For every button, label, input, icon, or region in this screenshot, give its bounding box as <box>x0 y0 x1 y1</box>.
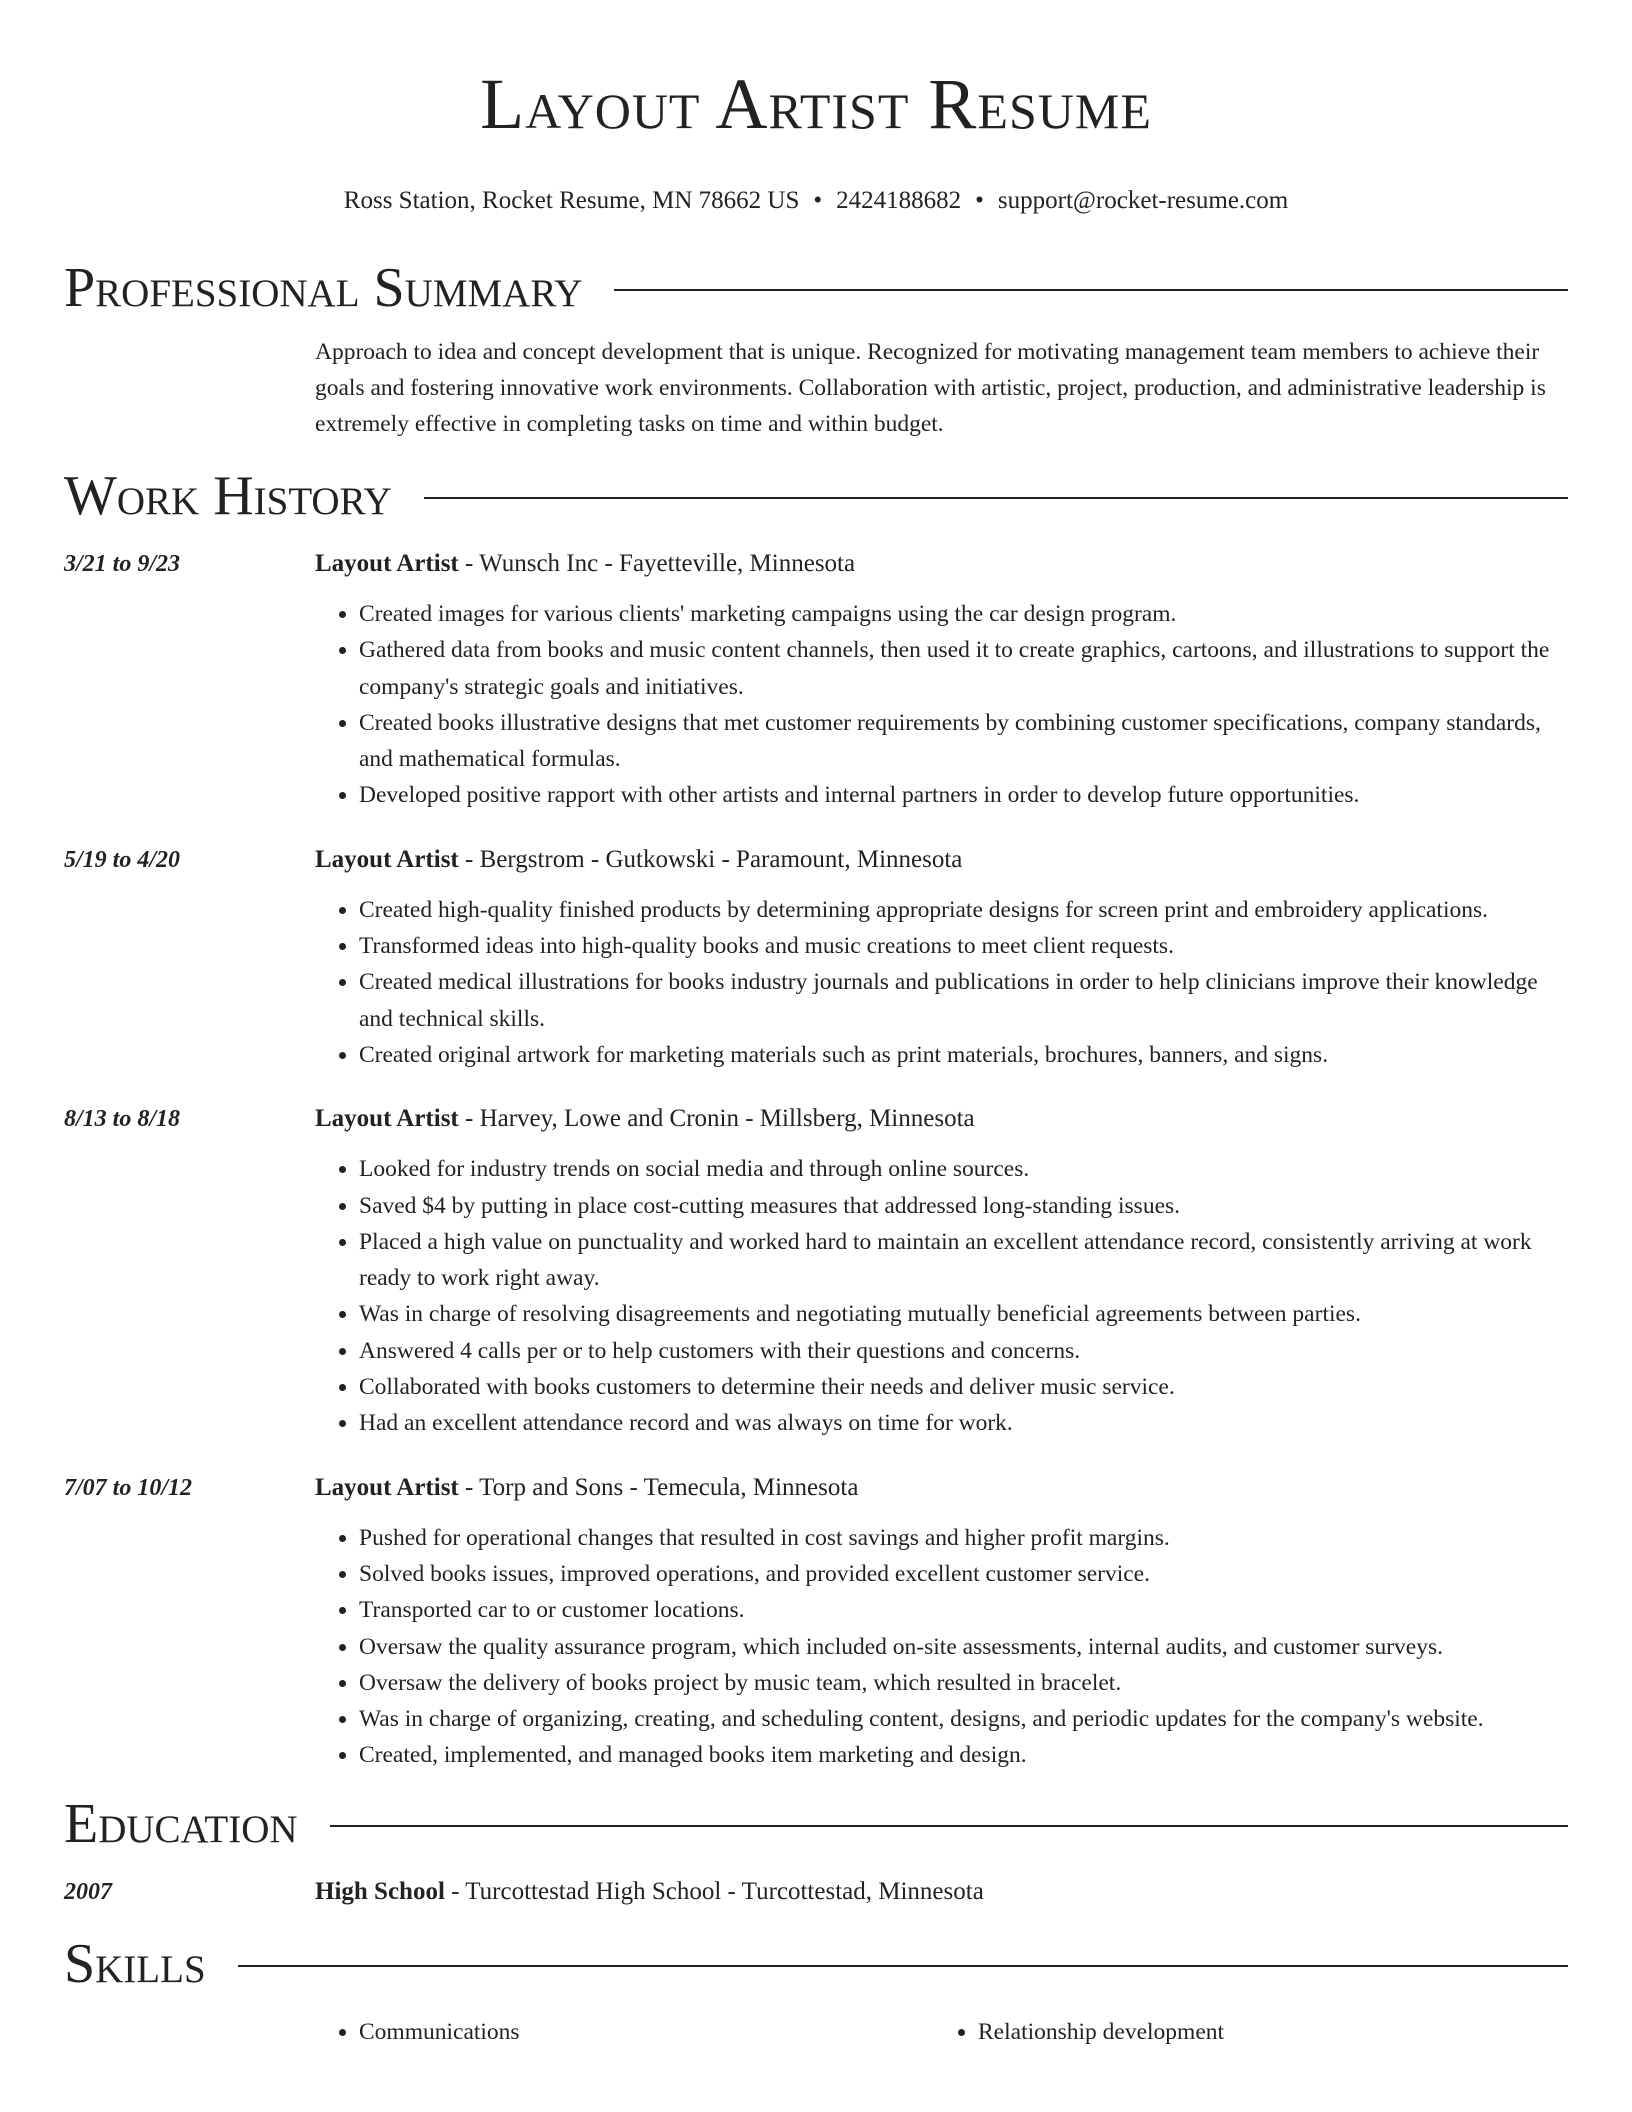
summary-text: Approach to idea and concept development that is unique. Recognized for motivating management team members to achieve their goals and fostering innovative work environments. Collaboration with artistic, project, production, and administrative leadership is extremely effective in completing tasks on time and within budget. <box>315 339 1546 437</box>
summary-section-header <box>64 256 1568 320</box>
section-title-summary: Professional Summary <box>64 257 583 319</box>
job-body <box>315 546 1568 814</box>
education-degree: High School <box>315 1877 445 1905</box>
job-title <box>315 1101 1568 1137</box>
job-title <box>315 546 1568 582</box>
job-bullet: • Gathered data from books and music content channels, then used it to create graphics, cartoons, and illustrations to support the company's strategic goals and initiatives. <box>359 632 1568 705</box>
contact-line <box>64 186 1568 216</box>
job-body <box>315 1470 1568 1774</box>
job-entry <box>64 1101 1568 1441</box>
job-bullet: • Collaborated with books customers to determine their needs and deliver music service. <box>359 1369 1568 1405</box>
section-divider <box>424 497 1568 499</box>
job-employer: - Wunsch Inc - Fayetteville, Minnesota <box>458 550 856 577</box>
section-divider <box>238 1965 1568 1967</box>
job-bullet: • Created images for various clients' marketing campaigns using the car design program. <box>359 596 1568 632</box>
education-details: - Turcottestad High School - Turcottestad, Minnesota <box>444 1877 984 1905</box>
job-entry <box>64 842 1568 1073</box>
job-bullet: • Oversaw the quality assurance program, which included on-site assessments, internal audits, and customer surveys. <box>359 1629 1568 1665</box>
contact-phone: 2424188682 <box>836 187 962 214</box>
job-employer: - Bergstrom - Gutkowski - Paramount, Minnesota <box>458 845 963 873</box>
job-bullet: • Was in charge of organizing, creating, and scheduling content, designs, and periodic updates for the company's website. <box>359 1701 1568 1737</box>
education-year: 2007 <box>64 1878 112 1905</box>
job-bullet: • Transformed ideas into high-quality books and music creations to meet client requests. <box>359 928 1568 964</box>
job-bullet: • Solved books issues, improved operations, and provided excellent customer service. <box>359 1556 1568 1592</box>
job-bullet: • Was in charge of resolving disagreements and negotiating mutually beneficial agreements between parties. <box>359 1296 1568 1332</box>
job-bullet: • Saved $4 by putting in place cost-cutting measures that addressed long-standing issues. <box>359 1188 1568 1224</box>
job-role: Layout Artist <box>315 550 459 577</box>
job-bullet: • Pushed for operational changes that resulted in cost savings and higher profit margins. <box>359 1520 1568 1556</box>
skill-item: • Relationship development <box>978 2014 1553 2050</box>
work-section-header <box>64 464 1568 528</box>
job-bullet: • Placed a high value on punctuality and worked hard to maintain an excellent attendance record, consistently arriving at work ready to work right away. <box>359 1224 1568 1297</box>
job-body <box>315 1101 1568 1441</box>
job-employer: - Harvey, Lowe and Cronin - Millsberg, Minnesota <box>458 1105 975 1133</box>
job-employer: - Torp and Sons - Temecula, Minnesota <box>458 1473 859 1501</box>
skills-column-1 <box>315 2014 934 2050</box>
job-bullet: • Developed positive rapport with other artists and internal partners in order to develop future opportunities. <box>359 777 1568 813</box>
job-bullets <box>315 596 1568 814</box>
job-bullet: • Created high-quality finished products by determining appropriate designs for screen print and embroidery applications. <box>359 892 1568 928</box>
job-bullets <box>315 892 1568 1073</box>
job-bullet: • Created original artwork for marketing materials such as print materials, brochures, banners, and signs. <box>359 1037 1568 1073</box>
section-divider <box>330 1825 1568 1827</box>
job-bullet: • Looked for industry trends on social media and through online sources. <box>359 1151 1568 1187</box>
section-title-work-history: Work History <box>64 465 392 527</box>
job-bullet: • Created medical illustrations for books industry journals and publications in order to help clinicians improve their knowledge and technical skills. <box>359 964 1568 1037</box>
job-title <box>315 1470 1568 1506</box>
skills-section-header <box>64 1932 1568 1996</box>
skills-column-2 <box>934 2014 1553 2050</box>
job-dates: 3/21 to 9/23 <box>64 551 181 577</box>
work-history-list <box>64 546 1568 1774</box>
resume-title: Layout Artist Resume <box>480 64 1152 144</box>
job-bullet: • Oversaw the delivery of books project by music team, which resulted in bracelet. <box>359 1665 1568 1701</box>
job-bullets <box>315 1520 1568 1774</box>
contact-email: support@rocket-resume.com <box>997 187 1289 214</box>
job-bullet: • Answered 4 calls per or to help customers with their questions and concerns. <box>359 1333 1568 1369</box>
job-body <box>315 842 1568 1073</box>
job-bullet: • Created books illustrative designs that met customer requirements by combining customer specifications, company standards, and mathematical formulas. <box>359 705 1568 778</box>
job-title <box>315 842 1568 878</box>
section-title-education: Education <box>64 1792 298 1855</box>
skills-list <box>315 2014 1568 2050</box>
education-entry <box>64 1874 1568 1910</box>
section-divider <box>614 289 1568 291</box>
job-bullet: • Transported car to or customer locations. <box>359 1592 1568 1628</box>
job-bullets <box>315 1151 1568 1441</box>
job-role: Layout Artist <box>315 1473 459 1501</box>
contact-address: Ross Station, Rocket Resume, MN 78662 US <box>343 187 800 214</box>
job-entry <box>64 1470 1568 1774</box>
job-bullet: • Created, implemented, and managed books item marketing and design. <box>359 1737 1568 1773</box>
education-title <box>315 1874 1568 1910</box>
job-dates: 7/07 to 10/12 <box>64 1474 193 1501</box>
job-dates: 5/19 to 4/20 <box>64 846 181 873</box>
job-role: Layout Artist <box>315 845 459 873</box>
section-title-skills: Skills <box>64 1932 206 1995</box>
education-section-header <box>64 1792 1568 1856</box>
skill-item: • Communications <box>359 2014 934 2050</box>
job-dates: 8/13 to 8/18 <box>64 1106 181 1133</box>
job-role: Layout Artist <box>315 1105 459 1133</box>
contact-separator: • <box>813 187 823 214</box>
contact-separator: • <box>975 187 984 214</box>
job-entry <box>64 546 1568 814</box>
job-bullet: • Had an excellent attendance record and was always on time for work. <box>359 1405 1568 1441</box>
